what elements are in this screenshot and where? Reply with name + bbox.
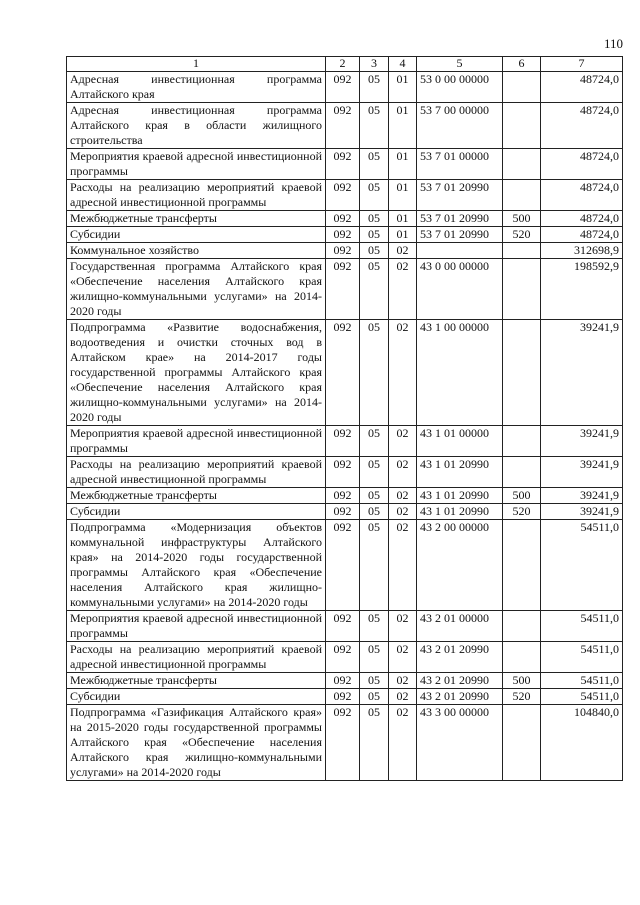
expense-type-code [503,642,541,673]
expense-type-code [503,520,541,611]
section-code: 05 [360,149,389,180]
section-code: 05 [360,689,389,705]
expense-type-code [503,180,541,211]
ministry-code: 092 [326,211,360,227]
expense-type-code: 500 [503,488,541,504]
target-article-code: 53 7 00 00000 [417,103,503,149]
subsection-code: 01 [389,227,417,243]
column-header: 7 [541,57,623,72]
item-name: Адресная инвестиционная программа Алтайского края в области жилищного строительства [67,103,326,149]
target-article-code: 43 2 01 20990 [417,642,503,673]
target-article-code: 43 3 00 00000 [417,705,503,781]
expense-type-code [503,457,541,488]
column-header: 3 [360,57,389,72]
section-code: 05 [360,642,389,673]
amount: 48724,0 [541,149,623,180]
target-article-code: 43 1 01 20990 [417,504,503,520]
table-row [67,426,623,457]
table-row [67,520,623,611]
table-row [67,457,623,488]
section-code: 05 [360,673,389,689]
target-article-code: 43 0 00 00000 [417,259,503,320]
expense-type-code: 520 [503,227,541,243]
table-row [67,243,623,259]
subsection-code: 02 [389,520,417,611]
table-row [67,227,623,243]
amount: 48724,0 [541,211,623,227]
ministry-code: 092 [326,72,360,103]
ministry-code: 092 [326,488,360,504]
amount: 54511,0 [541,642,623,673]
page-number: 110 [603,36,623,51]
table-row [67,149,623,180]
subsection-code: 01 [389,72,417,103]
amount: 312698,9 [541,243,623,259]
table-row [67,488,623,504]
item-name: Субсидии [67,689,326,705]
item-name: Коммунальное хозяйство [67,243,326,259]
section-code: 05 [360,705,389,781]
item-name: Межбюджетные трансферты [67,211,326,227]
ministry-code: 092 [326,457,360,488]
ministry-code: 092 [326,259,360,320]
subsection-code: 02 [389,243,417,259]
expense-type-code [503,611,541,642]
item-name: Расходы на реализацию мероприятий краевой адресной инвестиционной программы [67,180,326,211]
subsection-code: 01 [389,149,417,180]
subsection-code: 02 [389,457,417,488]
section-code: 05 [360,520,389,611]
expense-type-code [503,426,541,457]
subsection-code: 01 [389,103,417,149]
expense-type-code [503,705,541,781]
amount: 48724,0 [541,180,623,211]
subsection-code: 01 [389,211,417,227]
item-name: Мероприятия краевой адресной инвестиционной программы [67,426,326,457]
ministry-code: 092 [326,705,360,781]
table-row [67,705,623,781]
ministry-code: 092 [326,520,360,611]
column-header: 2 [326,57,360,72]
amount: 39241,9 [541,504,623,520]
amount: 54511,0 [541,689,623,705]
item-name: Расходы на реализацию мероприятий краевой адресной инвестиционной программы [67,457,326,488]
column-header: 1 [67,57,326,72]
ministry-code: 092 [326,103,360,149]
section-code: 05 [360,426,389,457]
ministry-code: 092 [326,227,360,243]
target-article-code: 53 0 00 00000 [417,72,503,103]
ministry-code: 092 [326,673,360,689]
column-header: 4 [389,57,417,72]
section-code: 05 [360,180,389,211]
ministry-code: 092 [326,180,360,211]
expense-type-code [503,320,541,426]
target-article-code: 53 7 01 20990 [417,227,503,243]
amount: 48724,0 [541,72,623,103]
amount: 39241,9 [541,426,623,457]
target-article-code: 43 1 01 00000 [417,426,503,457]
amount: 54511,0 [541,520,623,611]
column-header: 6 [503,57,541,72]
amount: 48724,0 [541,227,623,243]
subsection-code: 02 [389,426,417,457]
amount: 54511,0 [541,611,623,642]
section-code: 05 [360,611,389,642]
target-article-code: 43 1 01 20990 [417,457,503,488]
item-name: Подпрограмма «Развитие водоснабжения, водоотведения и очистки сточных вод в Алтайском крае» на 2014-2017 годы государственной программы Алтайского края «Обеспечение населения Алтайского края жилищно-коммунальными услугами» на 2014-2020 годы [67,320,326,426]
item-name: Подпрограмма «Модернизация объектов коммунальной инфраструктуры Алтайского края» на 2014-2020 годы государственной программы Алтайского края «Обеспечение населения Алтайского края жилищно-коммунальными услугами» на 2014-2020 годы [67,520,326,611]
ministry-code: 092 [326,149,360,180]
expense-type-code [503,259,541,320]
subsection-code: 02 [389,689,417,705]
subsection-code: 01 [389,180,417,211]
target-article-code: 43 2 01 00000 [417,611,503,642]
target-article-code: 43 1 01 20990 [417,488,503,504]
item-name: Межбюджетные трансферты [67,488,326,504]
amount: 48724,0 [541,103,623,149]
table-row [67,259,623,320]
subsection-code: 02 [389,504,417,520]
subsection-code: 02 [389,488,417,504]
ministry-code: 092 [326,689,360,705]
expense-type-code: 520 [503,504,541,520]
ministry-code: 092 [326,320,360,426]
expense-type-code: 500 [503,211,541,227]
table-row [67,180,623,211]
subsection-code: 02 [389,642,417,673]
table-row [67,504,623,520]
ministry-code: 092 [326,642,360,673]
section-code: 05 [360,259,389,320]
subsection-code: 02 [389,259,417,320]
section-code: 05 [360,103,389,149]
ministry-code: 092 [326,426,360,457]
table-row [67,103,623,149]
ministry-code: 092 [326,504,360,520]
expense-type-code: 500 [503,673,541,689]
table-row [67,72,623,103]
target-article-code: 53 7 01 20990 [417,211,503,227]
target-article-code: 53 7 01 20990 [417,180,503,211]
subsection-code: 02 [389,673,417,689]
expense-type-code [503,72,541,103]
item-name: Субсидии [67,504,326,520]
subsection-code: 02 [389,320,417,426]
expense-type-code [503,103,541,149]
section-code: 05 [360,72,389,103]
section-code: 05 [360,488,389,504]
expense-type-code [503,243,541,259]
target-article-code: 53 7 01 00000 [417,149,503,180]
target-article-code [417,243,503,259]
ministry-code: 092 [326,611,360,642]
table-row [67,211,623,227]
table-row [67,611,623,642]
amount: 39241,9 [541,457,623,488]
amount: 104840,0 [541,705,623,781]
section-code: 05 [360,243,389,259]
item-name: Мероприятия краевой адресной инвестиционной программы [67,149,326,180]
item-name: Подпрограмма «Газификация Алтайского края» на 2015-2020 годы государственной программы Алтайского края «Обеспечение населения Алтайского края жилищно-коммунальными услугами» на 2014-2020 годы [67,705,326,781]
amount: 39241,9 [541,488,623,504]
column-header: 5 [417,57,503,72]
section-code: 05 [360,227,389,243]
section-code: 05 [360,211,389,227]
table-row [67,673,623,689]
section-code: 05 [360,320,389,426]
ministry-code: 092 [326,243,360,259]
expense-type-code: 520 [503,689,541,705]
table-row [67,320,623,426]
target-article-code: 43 1 00 00000 [417,320,503,426]
target-article-code: 43 2 00 00000 [417,520,503,611]
item-name: Государственная программа Алтайского края «Обеспечение населения Алтайского края жилищно-коммунальными услугами» на 2014-2020 годы [67,259,326,320]
section-code: 05 [360,457,389,488]
expense-type-code [503,149,541,180]
subsection-code: 02 [389,611,417,642]
item-name: Адресная инвестиционная программа Алтайского края [67,72,326,103]
item-name: Мероприятия краевой адресной инвестиционной программы [67,611,326,642]
budget-table [66,56,623,781]
target-article-code: 43 2 01 20990 [417,689,503,705]
section-code: 05 [360,504,389,520]
amount: 54511,0 [541,673,623,689]
target-article-code: 43 2 01 20990 [417,673,503,689]
item-name: Расходы на реализацию мероприятий краевой адресной инвестиционной программы [67,642,326,673]
amount: 39241,9 [541,320,623,426]
table-row [67,642,623,673]
item-name: Межбюджетные трансферты [67,673,326,689]
amount: 198592,9 [541,259,623,320]
item-name: Субсидии [67,227,326,243]
subsection-code: 02 [389,705,417,781]
header-row [67,57,623,72]
table-row [67,689,623,705]
